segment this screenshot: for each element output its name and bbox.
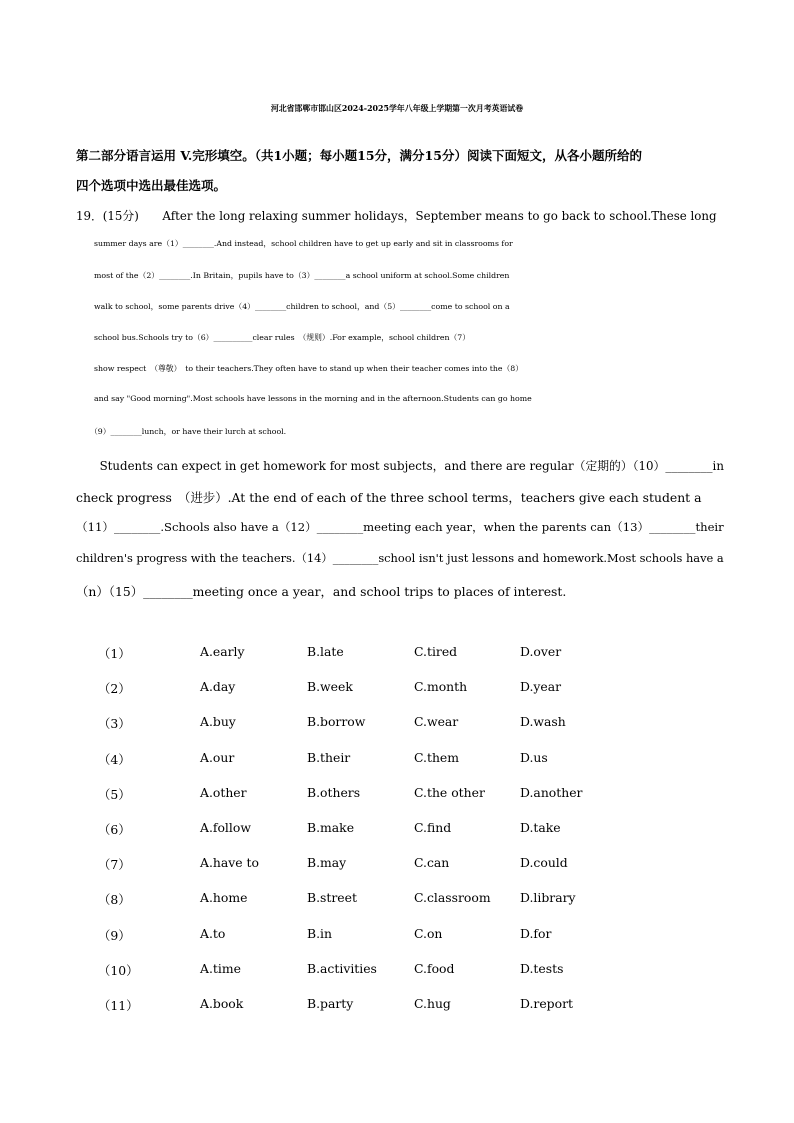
- passage-line: most of the（2）________.In Britain，pupils have to（3）________a school uniform at school.Some children: [94, 271, 510, 280]
- option-d: D.us: [520, 750, 548, 765]
- option-c: C.the other: [414, 785, 485, 800]
- question-number: （1）: [98, 646, 131, 661]
- question-number: （4）: [98, 752, 131, 767]
- option-d: D.report: [520, 996, 573, 1011]
- option-a: A.day: [200, 679, 236, 694]
- option-d: D.library: [520, 890, 576, 905]
- option-b: B.party: [307, 996, 354, 1011]
- option-d: D.tests: [520, 961, 564, 976]
- option-a: A.book: [200, 996, 244, 1011]
- instruction-line-1: 第二部分语言运用 V.完形填空。（共1小题；每小题15分，满分15分）阅读下面短文，从各小题所给的: [76, 148, 642, 163]
- option-d: D.another: [520, 785, 583, 800]
- option-b: B.in: [307, 926, 332, 941]
- option-row: [0, 820, 794, 840]
- option-c: C.them: [414, 750, 460, 765]
- option-b: B.others: [307, 785, 361, 800]
- option-a: A.follow: [200, 820, 251, 835]
- option-row: [0, 679, 794, 699]
- instruction-line-2: 四个选项中选出最佳选项。: [76, 178, 227, 193]
- option-a: A.our: [200, 750, 235, 765]
- option-b: B.borrow: [307, 714, 366, 729]
- question-number: （5）: [98, 787, 131, 802]
- option-c: C.month: [414, 679, 468, 694]
- option-row: [0, 961, 794, 981]
- option-a: A.early: [200, 644, 245, 659]
- passage-line: and say "Good morning".Most schools have lessons in the morning and in the afternoon.Students can go home: [94, 394, 532, 403]
- option-d: D.wash: [520, 714, 566, 729]
- passage-line: show respect （尊敬） to their teachers.They often have to stand up when their teacher comes into the（8）: [94, 364, 524, 373]
- passage-line: 19．(15分) After the long relaxing summer holidays，September means to go back to school.These long: [76, 209, 717, 223]
- option-a: A.home: [200, 890, 248, 905]
- passage-line: Students can expect in get homework for most subjects，and there are regular（定期的）（10）________in: [76, 459, 724, 473]
- passage-line: summer days are（1）________.And instead，school children have to get up early and sit in classrooms for: [94, 239, 513, 248]
- option-c: C.tired: [414, 644, 458, 659]
- option-a: A.to: [200, 926, 226, 941]
- passage-line: （11）________.Schools also have a（12）________meeting each year，when the parents can（13）________their: [76, 520, 724, 534]
- option-b: B.street: [307, 890, 357, 905]
- option-b: B.late: [307, 644, 344, 659]
- option-d: D.could: [520, 855, 568, 870]
- question-number: （6）: [98, 822, 131, 837]
- passage-line: school bus.Schools try to（6）__________clear rules （规则）.For example，school children（7）: [94, 333, 471, 342]
- option-a: A.time: [200, 961, 241, 976]
- option-c: C.can: [414, 855, 450, 870]
- option-row: [0, 855, 794, 875]
- option-b: B.their: [307, 750, 351, 765]
- option-row: [0, 890, 794, 910]
- option-a: A.have to: [200, 855, 259, 870]
- passage-line: walk to school，some parents drive（4）________children to school，and（5）________come to school on a: [94, 302, 510, 311]
- option-b: B.activities: [307, 961, 377, 976]
- question-number: （7）: [98, 857, 131, 872]
- question-number: （10）: [98, 963, 139, 978]
- page-title: 河北省邯郸市邯山区2024-2025学年八年级上学期第一次月考英语试卷: [270, 104, 524, 113]
- question-number: （9）: [98, 928, 131, 943]
- option-row: [0, 714, 794, 734]
- option-c: C.hug: [414, 996, 451, 1011]
- passage-line: （n）（15）________meeting once a year，and school trips to places of interest.: [76, 584, 567, 599]
- question-number: （2）: [98, 681, 131, 696]
- option-row: [0, 785, 794, 805]
- option-d: D.over: [520, 644, 562, 659]
- option-c: C.classroom: [414, 890, 491, 905]
- option-a: A.other: [200, 785, 247, 800]
- option-row: [0, 644, 794, 664]
- question-number: （11）: [98, 998, 139, 1013]
- option-c: C.wear: [414, 714, 459, 729]
- question-number: （3）: [98, 716, 131, 731]
- option-b: B.make: [307, 820, 355, 835]
- passage-line: （9）________lunch，or have their lurch at school.: [90, 427, 287, 436]
- option-c: C.on: [414, 926, 443, 941]
- option-b: B.week: [307, 679, 353, 694]
- passage-line: children's progress with the teachers.（14）________school isn't just lessons and homework.Most schools have a: [76, 551, 724, 565]
- option-b: B.may: [307, 855, 347, 870]
- option-d: D.for: [520, 926, 552, 941]
- option-row: [0, 926, 794, 946]
- option-d: D.year: [520, 679, 562, 694]
- option-row: [0, 750, 794, 770]
- question-number: （8）: [98, 892, 131, 907]
- passage-line: check progress （进步）.At the end of each of the three school terms，teachers give each student a: [76, 490, 702, 505]
- option-a: A.buy: [200, 714, 236, 729]
- option-c: C.food: [414, 961, 455, 976]
- option-c: C.find: [414, 820, 452, 835]
- option-row: [0, 996, 794, 1016]
- option-d: D.take: [520, 820, 561, 835]
